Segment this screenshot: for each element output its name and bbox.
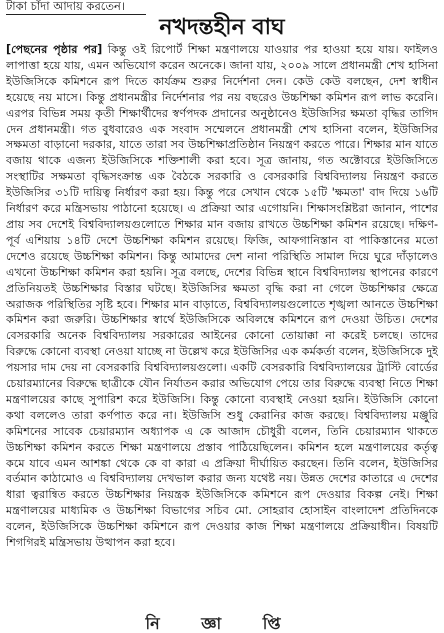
next-article-fragment: নি জ্ঞা প্তি: [145, 614, 299, 633]
continued-from-label: [পেছনের পৃষ্ঠার পর]: [6, 43, 103, 56]
article-body-text: কিন্তু ওই রিপোর্ট শিক্ষা মন্ত্রণালয়ে যাওয়ার পর হাওয়া হয়ে যায়। ফাইলও লাপাত্তা হয়ে যায়, এমন অভিযোগ করেন অনেকে। জানা যায়, ২০০৯ সালে প্রধানমন্ত্রী শেখ হাসিনা ইউজিসিকে কমিশনে রূপ দিতে কার্যক্রম শুরুর নির্দেশনা দেন। কেউ কেউ বলছেন, দেশ স্বাধীন হয়েছে নয় মাসে। কিন্তু প্রধানমন্ত্রীর নির্দেশনার পর নয় বছরেও উচ্চশিক্ষা কমিশন রূপ লাভ করেনি। এরপর বিভিন্ন সময় কৃতী শিক্ষার্থীদের স্বর্ণপদক প্রদানের অনুষ্ঠানেও ইউজিসির ক্ষমতা বৃদ্ধির তাগিদ দেন প্রধানমন্ত্রী। গত বুধবারেও এক সংবাদ সম্মেলনে প্রধানমন্ত্রী শেখ হাসিনা বলেন, ইউজিসির সক্ষমতা বাড়ানো দরকার, যাতে তারা সব উচ্চশিক্ষাপ্রতিষ্ঠান নিয়ন্ত্রণ করতে পারে। শিক্ষার মান যাতে বজায় থাকে এজন্য ইউজিসিকে শক্তিশালী করা হবে। সূত্র জানায়, গত অক্টোবরে ইউজিসিতে সংস্থাটির সক্ষমতা বৃদ্ধিসংক্রান্ত এক বৈঠকে সরকারি ও বেসরকারি বিশ্ববিদ্যালয় নিয়ন্ত্রণ করতে ইউজিসির ৩১টি দায়িত্ব নির্ধারণ করা হয়। কিন্তু পরে সেখান থেকে ১৫টি 'ক্ষমতা' বাদ দিয়ে ১৬টি নির্ধারণ করে মন্ত্রিসভায় পাঠানো হয়েছে। এ প্রক্রিয়া আর এগোয়নি। শিক্ষাসংশ্লিষ্টরা জানান, পাশের প্রায় সব দেশেই বিশ্ববিদ্যালয়গুলোতে শিক্ষার মান বজায় রাখতে উচ্চশিক্ষা কমিশন রয়েছে। দক্ষিণ-পূর্ব এশিয়ায় ১৪টি দেশে উচ্চশিক্ষা কমিশন রয়েছে। ফিজি, আফগানিস্তান বা পাকিস্তানের মতো দেশেও রয়েছে উচ্চশিক্ষা কমিশন। কিন্তু আমাদের দেশ নানা পরিস্থিতি সামাল দিয়ে ঘুরে দাঁড়ালেও এখনো উচ্চশিক্ষা কমিশন করা হয়নি। সূত্র বলছে, দেশের বিভিন্ন স্থানে বিশ্ববিদ্যালয় স্থাপনের কারণে প্রতিনিয়তই উচ্চশিক্ষার বিস্তার ঘটছে। ইউজিসির ক্ষমতা বৃদ্ধি করা না গেলে উচ্চশিক্ষার ক্ষেত্রে অরাজক পরিস্থিতির সৃষ্টি হবে। শিক্ষার মান বাড়াতে, বিশ্ববিদ্যালয়গুলোতে শৃঙ্খলা আনতে উচ্চশিক্ষা কমিশন করা জরুরি। উচ্চশিক্ষার স্বার্থে ইউজিসিকে অবিলম্বে কমিশনে রূপ দেওয়া উচিত। দেশের বেসরকারি অনেক বিশ্ববিদ্যালয় সরকারের আইনের কোনো তোয়াক্কা না করেই চলছে। তাদের বিরুদ্ধে কোনো ব্যবস্থা নেওয়া যাচ্ছে না উল্লেখ করে ইউজিসির এক কর্মকর্তা বলেন, ইউজিসিকে দুই পয়সার দাম দেয় না বেসরকারি বিশ্ববিদ্যালয়গুলো। একটি বেসরকারি বিশ্ববিদ্যালয়ের ট্রাস্টি বোর্ডের চেয়ারম্যানের বিরুদ্ধে ছাত্রীকে যৌন নির্যাতন করার অভিযোগ পেয়ে তার বিরুদ্ধে ব্যবস্থা নিতে শিক্ষা মন্ত্রণালয়ের কাছে সুপারিশ করে ইউজিসি। কিন্তু কোনো ব্যবস্থাই নেওয়া হয়নি। ইউজিসি কোনো কথা বললেও তারা কর্ণপাত করে না। ইউজিসি শুধু কেরানির কাজ করছে। বিশ্ববিদ্যালয় মঞ্জুরি কমিশনের সাবেক চেয়ারম্যান অধ্যাপক এ কে আজাদ চৌধুরী বলেন, তিনি চেয়ারম্যান থাকতে উচ্চশিক্ষা কমিশন করতে শিক্ষা মন্ত্রণালয়ে প্রস্তাব পাঠিয়েছিলেন। কমিশন হলে মন্ত্রণালয়ের কর্তৃত্ব কমে যাবে এমন আশঙ্কা থেকে কে বা কারা এ প্রক্রিয়া দীর্ঘায়িত করছেন। তিনি বলেন, ইউজিসির বর্তমান কাঠামোও এ বিশ্ববিদ্যালয় দেখভাল করার জন্য যথেষ্ট নয়। উন্নত দেশের কাতারে এ দেশের ধারা ত্বরান্বিত করতে উচ্চশিক্ষার নিয়ন্ত্রক ইউজিসিকে কমিশনে রূপ দেওয়ার বিকল্প নেই। শিক্ষা মন্ত্রণালয়ের মাধ্যমিক ও উচ্চশিক্ষা বিভাগের সচিব মো. সোহরাব হোসাইন বাংলাদেশ প্রতিদিনকে বলেন, ইউজিসিকে উচ্চশিক্ষা কমিশনে রূপ দেওয়ার কাজ শিক্ষা মন্ত্রণালয়ে প্রক্রিয়াধীন। বিষয়টি শিগগিরই মন্ত্রিসভায় উত্থাপন করা হবে।: [6, 43, 438, 550]
article-body: [6, 42, 438, 610]
previous-article-fragment: টাকা চাঁদা আদায় করতেন।: [6, 0, 126, 13]
article-headline: নখদন্তহীন বাঘ: [159, 14, 285, 40]
